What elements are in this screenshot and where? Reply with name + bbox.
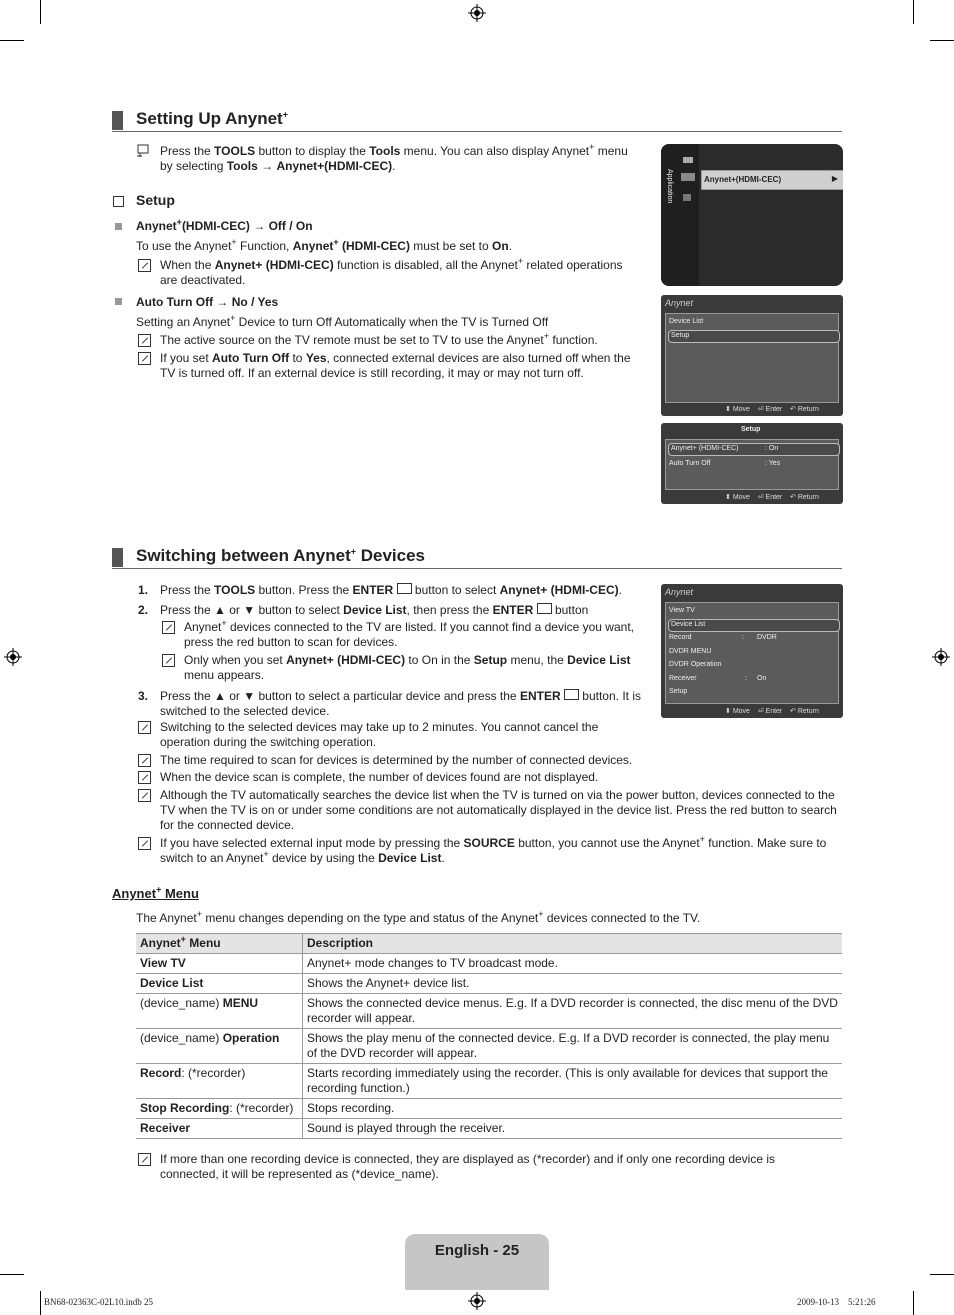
osd-row-selected[interactable]: Device List: [668, 619, 840, 632]
arrow-right-icon: ▶: [831, 174, 838, 183]
note-text: The time required to scan for devices is determined by the number of connected devices.: [160, 753, 633, 767]
title-text: Setting Up Anynet: [136, 109, 283, 128]
note-icon: [162, 654, 175, 667]
table-row: Record: (*recorder) Starts recording immediately using the recorder. (This is only available for devices that support the recording function.): [136, 1064, 842, 1099]
item1-title: Anynet+(HDMI-CEC) → Off / On: [136, 217, 313, 233]
osd-row-auto-off[interactable]: Auto Turn Off: [669, 460, 711, 467]
footer-file: BN68-02363C-02L10.indb 25: [44, 1297, 153, 1307]
step-number: 3.: [138, 689, 149, 703]
osd-side-label: Application: [666, 169, 673, 204]
final-note: If more than one recording device is connected, they are displayed as (*recorder) and if only one recording device is connected, it will be represented as (*device_name).: [160, 1152, 776, 1181]
osd-setup-title: Setup: [741, 426, 761, 433]
note-icon: [138, 721, 151, 734]
note-icon: [138, 1153, 151, 1166]
anynet-menu-table: [136, 933, 842, 1139]
intro-paragraph: Press the TOOLS button to display the Tools menu. You can also display Anynet+ menu by selecting Tools → Anynet+(HDMI-CEC).: [160, 142, 628, 173]
note-text: Although the TV automatically searches the device list when the TV is turned on via the power button, devices connected to the TV when the TV is on or under some conditions are not automatically displayed in the device list. Press the red button to search for the connected device.: [160, 788, 837, 832]
title-bar: [112, 111, 123, 130]
menu-intro: The Anynet+ menu changes depending on the type and status of the Anynet+ devices connected to the TV.: [136, 909, 701, 925]
anynet-logo: Anynet: [665, 587, 694, 597]
step2-note2: Only when you set Anynet+ (HDMI-CEC) to On in the Setup menu, the Device List menu appears.: [184, 653, 631, 682]
enter-icon: [397, 583, 412, 594]
osd-row[interactable]: DVDR Operation: [669, 661, 722, 668]
footer-date: 2009-10-13 5:21:26: [797, 1297, 876, 1307]
note-icon: [138, 754, 151, 767]
osd-footer: ⬍ Move ⏎ Enter ↶ Return: [725, 708, 819, 715]
remote-tools-icon: [136, 144, 150, 158]
checkbox-bullet-icon: [113, 196, 124, 207]
step3-text: Press the ▲ or ▼ button to select a particular device and press the ENTER button. It is switched to the selected device.: [160, 689, 641, 718]
osd-device-list: Anynet View TV Device List Record : DVDR DVDR MENU DVDR Operation Receiver : On Setup ⬍ Move ⏎ Enter ↶ Return: [661, 584, 843, 718]
crop-mark: [0, 40, 24, 41]
note-icon: [162, 621, 175, 634]
osd-row-anynet[interactable]: Anynet+ (HDMI-CEC) : On: [668, 443, 840, 456]
item2-note1: The active source on the TV remote must be set to TV to use the Anynet+ function.: [160, 331, 598, 347]
osd-row[interactable]: DVDR MENU: [669, 648, 712, 655]
registration-mark-icon: [4, 648, 22, 666]
osd-row[interactable]: Record: [669, 634, 692, 641]
osd-anynet-main: [661, 295, 843, 416]
osd-menu-item[interactable]: Anynet+(HDMI-CEC) ▶: [701, 170, 843, 190]
note-icon: [138, 352, 151, 365]
table-header: Anynet+ Menu Description: [136, 934, 842, 954]
registration-mark-icon: [932, 648, 950, 666]
item2-body: Setting an Anynet+ Device to turn Off Automatically when the TV is Turned Off: [136, 313, 549, 329]
section-title-setting-up: Setting Up Anynet+: [112, 109, 842, 132]
antenna-icon: [683, 157, 693, 163]
table-row: (device_name) Operation Shows the play menu of the connected device. E.g. If a DVD recorder is connected, the play menu of the DVD recorder will appear.: [136, 1029, 842, 1064]
square-bullet-icon: [115, 223, 122, 230]
crop-mark: [913, 1291, 914, 1315]
note-icon: [138, 334, 151, 347]
osd-tools-menu: [661, 144, 843, 286]
square-bullet-icon: [115, 298, 122, 305]
note-icon: [138, 259, 151, 272]
table-row: View TV Anynet+ mode changes to TV broadcast mode.: [136, 954, 842, 974]
note-text: When the device scan is complete, the number of devices found are not displayed.: [160, 770, 599, 784]
crop-mark: [930, 1274, 954, 1275]
osd-row[interactable]: Setup: [669, 688, 688, 695]
table-row: (device_name) MENU Shows the connected device menus. E.g. If a DVD recorder is connected, the disc menu of the DVD recorder will appear.: [136, 994, 842, 1029]
note-last: If you have selected external input mode by pressing the SOURCE button, you cannot use the Anynet+ function. Make sure to switch to an Anynet+ device by using the Device List.: [160, 834, 827, 865]
step2-note1: Anynet+ devices connected to the TV are listed. If you cannot find a device you want, press the red button to scan for devices.: [184, 618, 634, 649]
table-row: Device List Shows the Anynet+ device list.: [136, 974, 842, 994]
page-number-tab: [405, 1234, 549, 1290]
note-icon: [138, 789, 151, 802]
registration-mark-icon: [468, 1292, 486, 1310]
item2-title: Auto Turn Off → No / Yes: [136, 295, 279, 309]
crop-mark: [40, 0, 41, 24]
anynet-logo: Anynet: [665, 298, 694, 308]
note-icon: [138, 837, 151, 850]
enter-icon: [537, 603, 552, 614]
item2-note2: If you set Auto Turn Off to Yes, connected external devices are also turned off when the TV is turned off. If an external device is still recording, it may or may not turn off.: [160, 351, 631, 380]
item1-body: To use the Anynet+ Function, Anynet+ (HDMI-CEC) must be set to On.: [136, 237, 513, 253]
item1-note: When the Anynet+ (HDMI-CEC) function is disabled, all the Anynet+ related operations are deactivated.: [160, 256, 623, 287]
osd-setup: Setup Anynet+ (HDMI-CEC) : On Auto Turn Off : Yes ⬍ Move ⏎ Enter ↶ Return: [661, 423, 843, 504]
osd-row[interactable]: View TV: [669, 607, 695, 614]
page-number: English - 25: [434, 1242, 520, 1259]
osd-row[interactable]: Receiver: [669, 675, 697, 682]
note-icon: [138, 771, 151, 784]
step-number: 1.: [138, 583, 149, 597]
section-title-switching: Switching between Anynet+ Devices: [112, 546, 842, 569]
step1-text: Press the TOOLS button. Press the ENTER button to select Anynet+ (HDMI-CEC).: [160, 583, 622, 597]
anynet-menu-heading: Anynet+ Menu: [112, 884, 199, 901]
setup-icon: [683, 194, 691, 201]
crop-mark: [0, 1274, 24, 1275]
note-text: Switching to the selected devices may take up to 2 minutes. You cannot cancel the operation during the switching operation.: [160, 720, 599, 749]
crop-mark: [40, 1291, 41, 1315]
step2-text: Press the ▲ or ▼ button to select Device List, then press the ENTER button: [160, 603, 589, 617]
step-number: 2.: [138, 603, 149, 617]
crop-mark: [930, 40, 954, 41]
osd-footer: ⬍ Move ⏎ Enter ↶ Return: [725, 494, 819, 501]
osd-footer: ⬍ Move ⏎ Enter ↶ Return: [725, 406, 819, 413]
enter-icon: [564, 689, 579, 700]
channel-icon: [681, 173, 695, 181]
osd-item-device-list[interactable]: Device List: [669, 318, 704, 325]
table-row: Receiver Sound is played through the receiver.: [136, 1119, 842, 1139]
osd-item-setup[interactable]: Setup: [668, 330, 840, 343]
crop-mark: [913, 0, 914, 24]
table-row: Stop Recording: (*recorder) Stops recording.: [136, 1099, 842, 1119]
registration-mark-icon: [468, 4, 486, 22]
setup-heading: Setup: [136, 192, 175, 208]
